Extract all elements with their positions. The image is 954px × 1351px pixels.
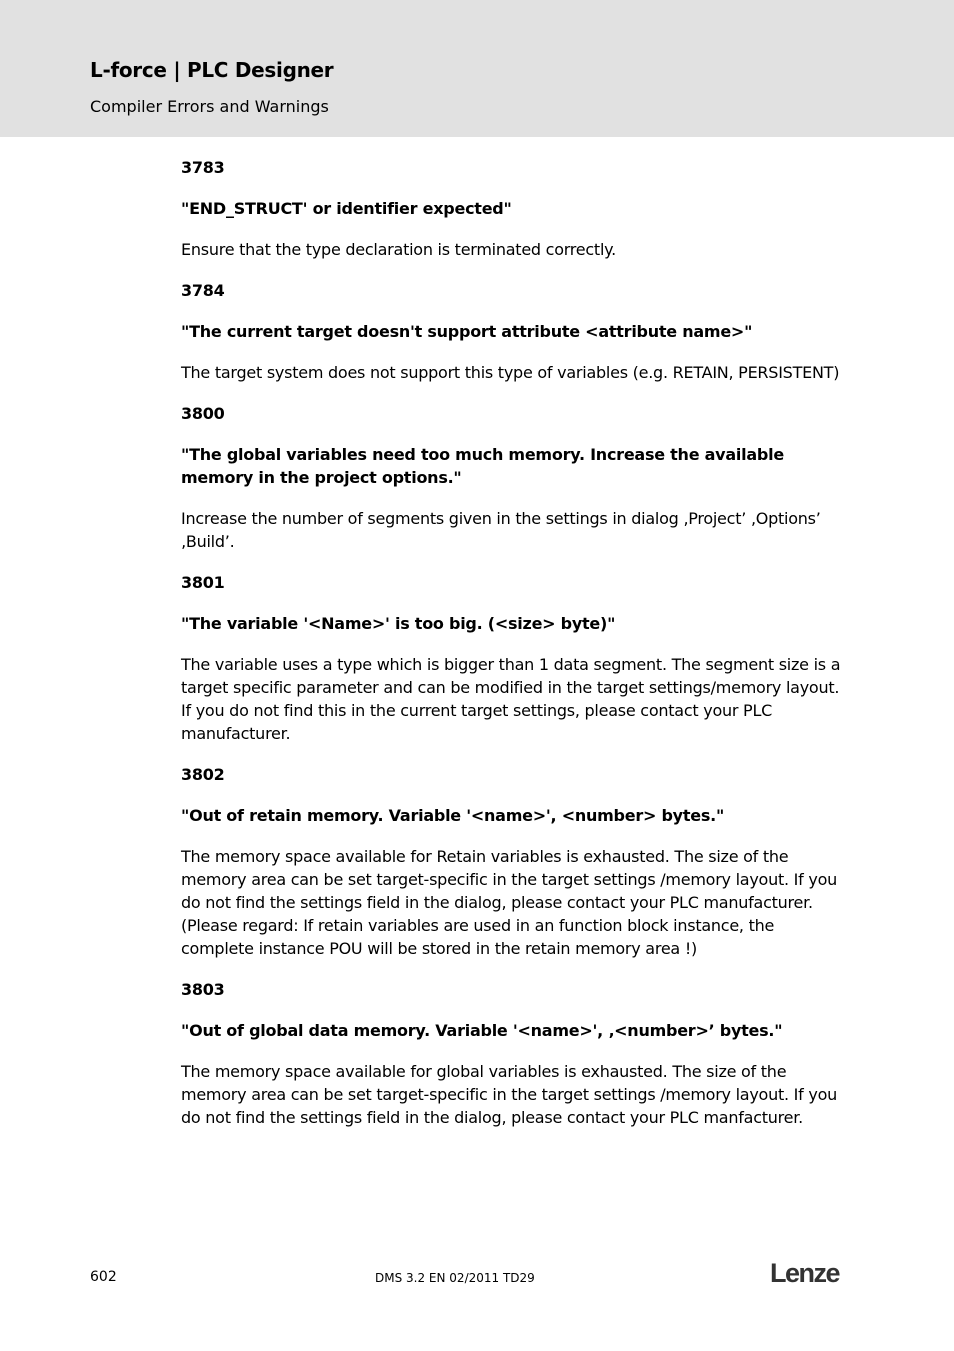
error-code: 3800 <box>181 404 225 423</box>
content <box>181 156 847 1147</box>
lenze-logo-text: Lenze <box>770 1258 840 1288</box>
header-band <box>0 0 954 137</box>
error-code: 3803 <box>181 980 225 999</box>
error-description: Increase the number of segments given in the settings in dialog ‚Project’ ‚Options’ ‚Build’. <box>181 509 821 551</box>
entry-3783 <box>181 156 847 261</box>
error-code: 3802 <box>181 765 225 784</box>
lenze-logo <box>770 1258 850 1288</box>
error-description: The target system does not support this type of variables (e.g. RETAIN, PERSISTENT) <box>181 363 840 382</box>
error-code: 3783 <box>181 158 225 177</box>
page-number: 602 <box>90 1269 117 1285</box>
error-description: Ensure that the type declaration is terminated correctly. <box>181 240 616 259</box>
error-message: "The variable '<Name>' is too big. (<size> byte)" <box>181 614 616 633</box>
entry-3784 <box>181 279 847 384</box>
error-message: "Out of retain memory. Variable '<name>', <number> bytes." <box>181 806 725 825</box>
error-message: "The current target doesn't support attribute <attribute name>" <box>181 322 753 341</box>
chapter-title: Compiler Errors and Warnings <box>90 97 329 116</box>
error-description: The memory space available for global variables is exhausted. The size of the memory area can be set target-specific in the target settings /memory layout. If you do not find the settings field in the dialog, please contact your PLC manfacturer. <box>181 1062 838 1127</box>
error-message: "Out of global data memory. Variable '<name>', ‚<number>’ bytes." <box>181 1021 783 1040</box>
document-id: DMS 3.2 EN 02/2011 TD29 <box>375 1271 535 1285</box>
error-description: The variable uses a type which is bigger than 1 data segment. The segment size is a target specific parameter and can be modified in the target settings/memory layout. If you do not find this in the current target settings, please contact your PLC manufacturer. <box>181 655 841 743</box>
error-message: "The global variables need too much memory. Increase the available memory in the project options." <box>181 445 784 487</box>
error-code: 3784 <box>181 281 225 300</box>
entry-3802 <box>181 763 847 960</box>
manual-title: L-force | PLC Designer <box>90 58 334 82</box>
entry-3803 <box>181 978 847 1129</box>
entry-3800 <box>181 402 847 553</box>
error-description: The memory space available for Retain variables is exhausted. The size of the memory area can be set target-specific in the target settings /memory layout. If you do not find the settings field in the dialog, please contact your PLC manufacturer. (Please regard: If retain variables are used in an function block instance, the complete instance POU will be stored in the retain memory area !) <box>181 847 838 958</box>
entry-3801 <box>181 571 847 745</box>
error-message: "END_STRUCT' or identifier expected" <box>181 199 512 218</box>
error-code: 3801 <box>181 573 225 592</box>
